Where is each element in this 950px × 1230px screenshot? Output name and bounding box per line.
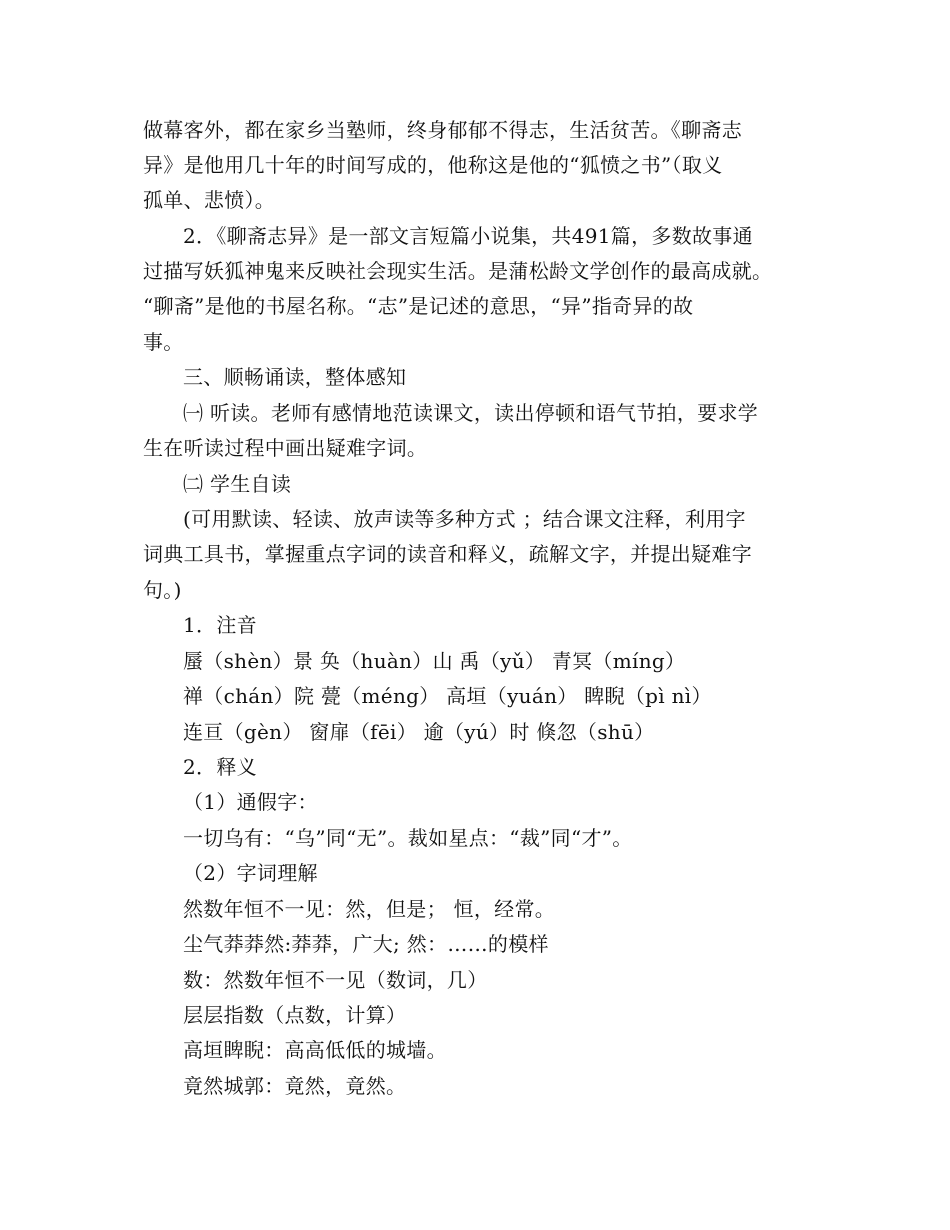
subheading: 1．注音 <box>183 613 257 637</box>
text-line: 事。 <box>143 330 184 354</box>
text-line: 词典工具书，掌握重点字词的读音和释义，疏解文字，并提出疑难字 <box>143 542 752 566</box>
text-line: 竟然城郭：竟然，竟然。 <box>183 1074 407 1098</box>
text-line: (可用默读、轻读、放声读等多种方式 ；结合课文注释，利用字 <box>183 507 746 531</box>
pinyin-line: 禅（chán）院 甍（méng） 高垣（yuán） 睥睨（pì nì） <box>183 684 712 708</box>
text-line: 层层指数（点数，计算） <box>183 1003 407 1027</box>
pinyin-line: 蜃（shèn）景 奂（huàn）山 禹（yǔ） 青冥（míng） <box>183 649 686 673</box>
text-line: 生在听读过程中画出疑难字词。 <box>143 436 428 460</box>
subheading: （1）通假字： <box>183 790 318 814</box>
text-line: “聊斋”是他的书屋名称。“志”是记述的意思，“异”指奇异的故 <box>143 294 694 318</box>
text-line: 然数年恒不一见：然，但是； 恒，经常。 <box>183 897 556 921</box>
text-line: 尘气莽莽然:莽莽，广大; 然：……的模样 <box>183 932 549 956</box>
text-line: ㈡ 学生自读 <box>183 472 292 496</box>
text-line: 数：然数年恒不一见（数词，几） <box>183 968 488 992</box>
text-line: 孤单、悲愤）。 <box>143 188 276 212</box>
text-line: ㈠ 听读。老师有感情地范读课文，读出停顿和语气节拍，要求学 <box>183 401 759 425</box>
text-line: 句。) <box>143 578 182 602</box>
text-line: 异》是他用几十年的时间写成的，他称这是他的“狐愤之书”（取义 <box>143 153 723 177</box>
subheading: （2）字词理解 <box>183 861 318 885</box>
text-line: 做幕客外，都在家乡当塾师，终身郁郁不得志，生活贫苦。《聊斋志 <box>143 118 742 142</box>
subheading: 2．释义 <box>183 755 257 779</box>
text-line: 一切乌有：“乌”同“无”。裁如星点：“裁”同“才”。 <box>183 826 633 850</box>
text-line: 高垣睥睨：高高低低的城墙。 <box>183 1038 447 1062</box>
text-line: 2．《聊斋志异》是一部文言短篇小说集，共491篇，多数故事通 <box>183 224 753 248</box>
section-heading: 三、顺畅诵读，整体感知 <box>183 365 407 389</box>
text-line: 过描写妖狐神鬼来反映社会现实生活。是蒲松龄文学创作的最高成就。 <box>143 259 773 283</box>
pinyin-line: 连亘（gèn） 窗扉（fēi） 逾（yú）时 倏忽（shū） <box>183 720 655 744</box>
